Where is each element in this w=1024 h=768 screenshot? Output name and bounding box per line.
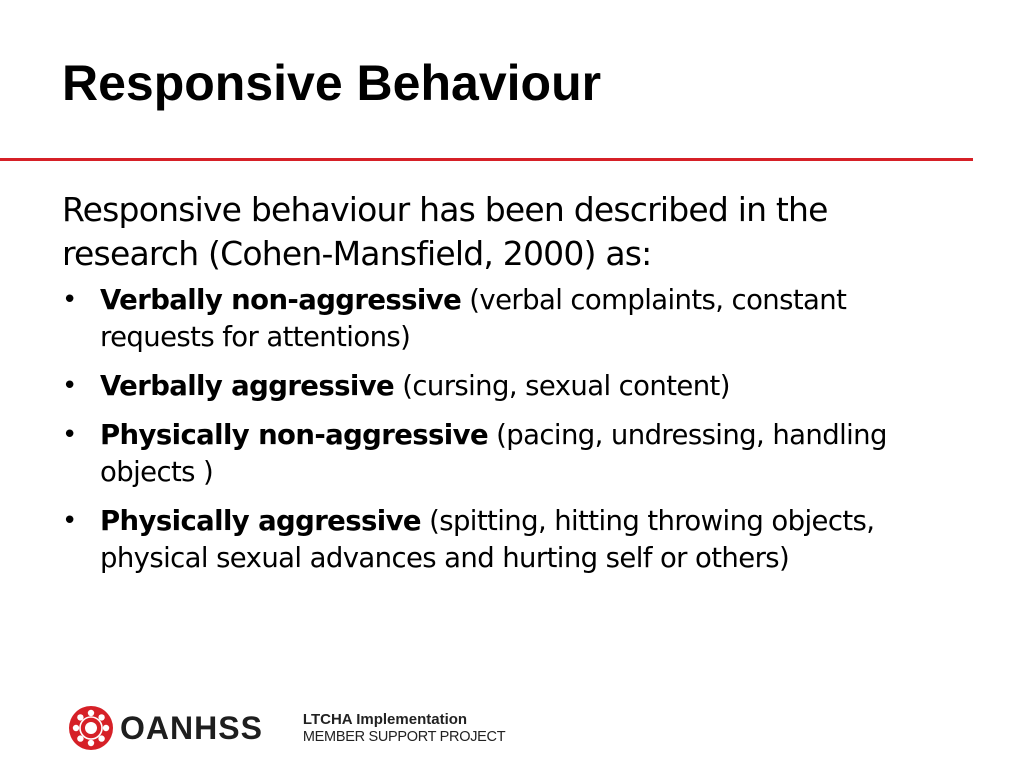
slide-body bbox=[62, 188, 967, 589]
behaviour-list bbox=[62, 282, 967, 577]
list-item bbox=[62, 417, 967, 491]
bullet-icon: • bbox=[62, 285, 77, 315]
intro-text: Responsive behaviour has been described in the research (Cohen-Mansfield, 2000) as: bbox=[62, 190, 828, 273]
bullet-term: Verbally aggressive bbox=[100, 370, 395, 402]
project-name: LTCHA Implementation bbox=[302, 710, 468, 728]
bullet-detail: (cursing, sexual content) bbox=[394, 370, 730, 402]
slide-title: Responsive Behaviour bbox=[62, 55, 602, 111]
list-item bbox=[62, 368, 967, 405]
red-circle-emblem-icon bbox=[68, 705, 114, 751]
bullet-detail: (spitting, hitting throwing objects, physical sexual advances and hurting self or others) bbox=[100, 505, 875, 574]
list-item bbox=[62, 282, 967, 356]
bullet-detail: (pacing, undressing, handling objects ) bbox=[100, 419, 887, 488]
list-item bbox=[62, 503, 967, 577]
organization-logo-text: OANHSS bbox=[120, 709, 263, 746]
footer bbox=[68, 703, 505, 753]
bullet-icon: • bbox=[62, 506, 77, 536]
bullet-detail: (verbal complaints, constant requests for attentions) bbox=[100, 284, 847, 353]
bullet-term: Physically aggressive bbox=[100, 505, 421, 537]
project-label bbox=[303, 711, 505, 746]
bullet-icon: • bbox=[62, 371, 77, 401]
bullet-icon: • bbox=[62, 420, 77, 450]
bullet-term: Verbally non-aggressive bbox=[100, 284, 462, 316]
title-divider bbox=[0, 158, 973, 161]
project-subtitle: MEMBER SUPPORT PROJECT bbox=[302, 728, 506, 745]
bullet-term: Physically non-aggressive bbox=[100, 419, 489, 451]
